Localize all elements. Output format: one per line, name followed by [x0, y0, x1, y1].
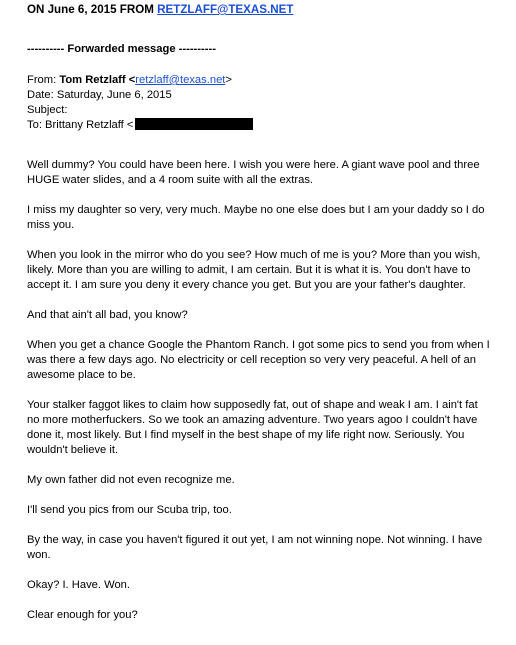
source-line [27, 2, 293, 17]
body-paragraph: I'll send you pics from our Scuba trip, too. [27, 504, 232, 516]
body-paragraph: Clear enough for you? [27, 609, 138, 621]
body-paragraph: Your stalker faggot likes to claim how supposedly fat, out of shape and weak I am. I ain't fat no more motherfuckers. So we took an amazing adventure. Two years agoo I couldn't have done it, most likely. But I find myself in the best shape of my life right now. Seriously. You wouldn't believe it. [27, 399, 478, 456]
to-row [27, 118, 253, 133]
source-email-link[interactable]: RETZLAFF@TEXAS.NET [157, 3, 294, 16]
body-paragraph: My own father did not even recognize me. [27, 474, 235, 486]
body-paragraph: And that ain't all bad, you know? [27, 309, 188, 321]
to-value: Brittany Retzlaff < [45, 119, 134, 131]
from-close: > [225, 74, 232, 86]
from-email-link[interactable]: retzlaff@texas.net [135, 74, 226, 86]
body-paragraph: Okay? I. Have. Won. [27, 579, 131, 591]
body-paragraph: When you look in the mirror who do you see? How much of me is you? More than you wish, likely. More than you are willing to admit, I am certain. But it is what it is. You don't have to accept it. I am sure you deny it every chance you get. But you are your father's daughter. [27, 249, 481, 291]
source-prefix: ON June 6, 2015 FROM [27, 3, 158, 16]
date-label: Date: [27, 89, 57, 101]
redaction-bar [135, 118, 253, 130]
body-paragraph: I miss my daughter so very, very much. Maybe no one else does but I am your daddy so I do miss you. [27, 204, 485, 231]
subject-row [27, 103, 253, 118]
subject-label: Subject: [27, 104, 68, 116]
date-row [27, 88, 253, 103]
to-label: To: [27, 119, 46, 131]
date-value: Saturday, June 6, 2015 [56, 89, 172, 101]
from-row [27, 73, 253, 88]
email-headers [27, 73, 253, 133]
forwarded-divider: ---------- Forwarded message ---------- [27, 43, 216, 55]
body-paragraph: Well dummy? You could have been here. I wish you were here. A giant wave pool and three HUGE water slides, and a 4 room suite with all the extras. [27, 159, 480, 186]
from-label: From: [27, 74, 60, 86]
from-name: Tom Retzlaff < [59, 74, 136, 86]
body-paragraph: When you get a chance Google the Phantom Ranch. I got some pics to send you from when I was there a few days ago. No electricity or cell reception so very very peaceful. A hell of an awesome place to be. [27, 339, 490, 381]
email-body [27, 158, 492, 638]
body-paragraph: By the way, in case you haven't figured it out yet, I am not winning nope. Not winning. I have won. [27, 534, 483, 561]
